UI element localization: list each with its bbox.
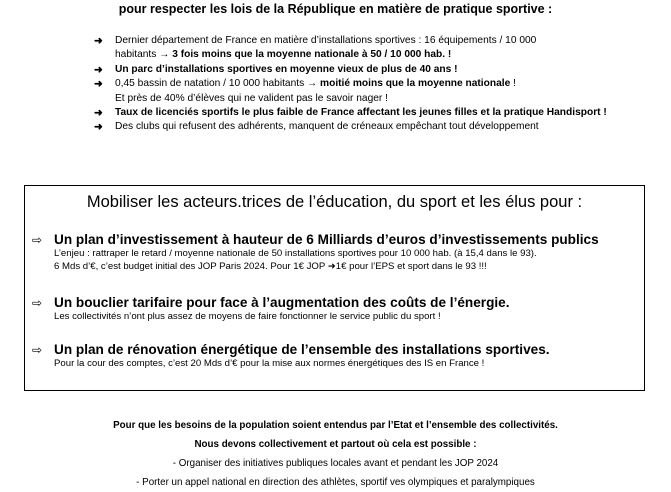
closing-section: [0, 416, 671, 492]
demand-detail: L’enjeu : rattraper le retard / moyenne nationale de 50 installations sportives pour 10 000 hab. (à 15,4 dans le 93).: [54, 248, 537, 259]
demand-item: [32, 342, 642, 370]
demand-detail: 6 Mds d’€, c’est budget initial des JOP Paris 2024. Pour 1€ JOP ➜1€ pour l’EPS et sport dans le 93 !!!: [54, 261, 487, 272]
demand-item: [32, 232, 642, 273]
intro-heading: pour respecter les lois de la République en matière de pratique sportive :: [118, 2, 553, 16]
demand-item: [32, 295, 642, 323]
list-item-text: 0,45 bassin de natation / 10 000 habitants →: [115, 78, 321, 90]
closing-action: - Porter un appel national en direction des athlètes, sportif ves olympiques et paralympiques: [136, 477, 535, 488]
arrow-bullet-icon: ➜: [94, 121, 103, 134]
list-item: [94, 63, 654, 77]
box-title: Mobiliser les acteurs.trices de l’éducation, du sport et les élus pour :: [86, 193, 583, 211]
list-item: [94, 106, 654, 120]
demands-box: [24, 185, 645, 391]
list-item-text: Un parc d’installations sportives en moyenne vieux de plus de 40 ans !: [115, 63, 458, 75]
arrow-bullet-icon: ➜: [94, 107, 103, 120]
demand-heading: Un bouclier tarifaire pour face à l’augmentation des coûts de l’énergie.: [54, 295, 510, 310]
hollow-arrow-icon: ⇨: [32, 343, 43, 357]
demand-heading: Un plan de rénovation énergétique de l’ensemble des installations sportives.: [54, 342, 550, 357]
demand-detail: Les collectivités n’ont plus assez de moyens de faire fonctionner le service public du sport !: [54, 311, 441, 322]
closing-action: - Organiser des initiatives publiques locales avant et pendant les JOP 2024: [172, 458, 499, 469]
hollow-arrow-icon: ⇨: [32, 233, 43, 247]
demand-heading: Un plan d’investissement à hauteur de 6 Milliards d’euros d’investissements publics: [54, 232, 599, 247]
list-item-text: Des clubs qui refusent des adhérents, manquent de créneaux empêchant tout développement: [115, 121, 539, 133]
list-item-emphasis: → 3 fois moins que la moyenne nationale à 50 / 10 000 hab. !: [159, 49, 452, 61]
list-item-text: habitants: [115, 49, 160, 61]
list-item: [94, 34, 654, 63]
list-item: [94, 120, 654, 134]
list-item-text: !: [510, 78, 516, 90]
list-item-text: Et près de 40% d’élèves qui ne valident pas le savoir nager !: [115, 92, 388, 104]
list-item-text: Dernier département de France en matière d’installations sportives : 16 équipements / 10 000: [115, 35, 537, 46]
arrow-bullet-icon: ➜: [94, 35, 103, 47]
arrow-bullet-icon: ➜: [94, 78, 103, 91]
demand-detail: Pour la cour des comptes, c’est 20 Mds d’€ pour la mise aux normes énergétiques des IS en France !: [54, 358, 485, 369]
hollow-arrow-icon: ⇨: [32, 296, 43, 310]
findings-list: [94, 34, 654, 135]
closing-line: Pour que les besoins de la population soient entendus par l’Etat et l’ensemble des collectivités.: [113, 420, 558, 431]
list-item: [94, 77, 654, 106]
list-item-text: Taux de licenciés sportifs le plus faible de France affectant les jeunes filles et la pratique Handisport !: [115, 107, 607, 119]
closing-line: Nous devons collectivement et partout où cela est possible :: [194, 439, 477, 450]
list-item-emphasis: moitié moins que la moyenne nationale: [320, 78, 511, 90]
arrow-bullet-icon: ➜: [94, 63, 103, 76]
